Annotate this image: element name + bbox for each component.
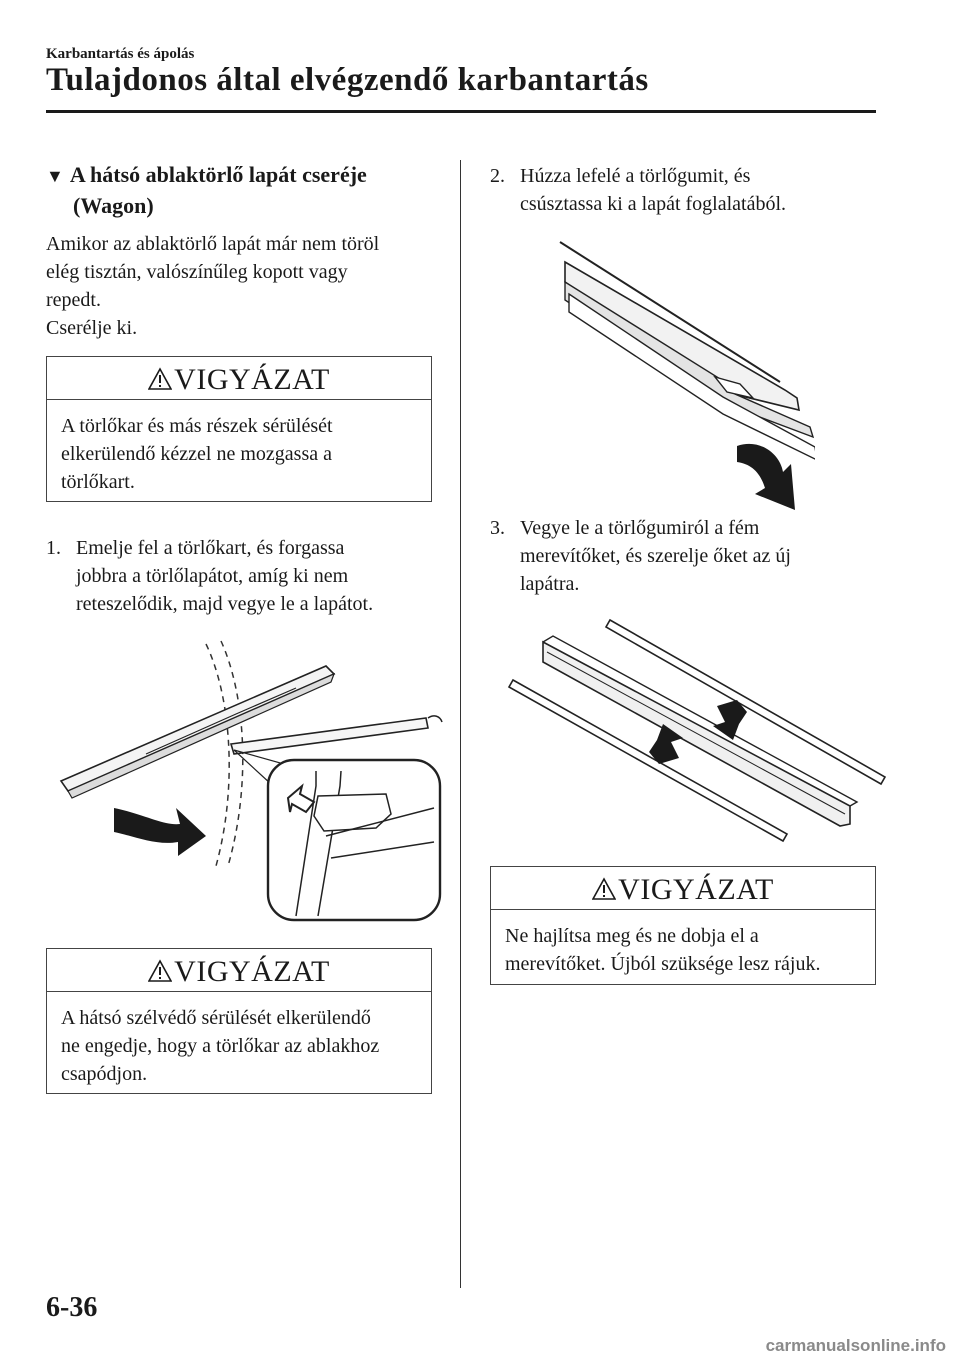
caution-line: elkerülendő kézzel ne mozgassa a: [61, 443, 332, 465]
rubber-strip: [565, 282, 813, 437]
step-2: [490, 162, 890, 218]
step-number: 3.: [490, 517, 505, 539]
caution-heading: [491, 867, 875, 910]
subsection-title-line1: A hátsó ablaktörlő lapát cseréje: [69, 162, 367, 187]
window-edge-dashed: [206, 644, 229, 866]
caution-body: [491, 910, 875, 990]
column-divider: [460, 160, 461, 1288]
insert-arrow-icon: [713, 700, 747, 740]
caution-heading-text: VIGYÁZAT: [174, 363, 330, 396]
caution-box-3: [490, 866, 876, 985]
intro-paragraph: [46, 230, 446, 342]
caution-heading-text: VIGYÁZAT: [618, 873, 774, 906]
section-label: Karbantartás és ápolás: [46, 46, 195, 62]
step-1: [46, 534, 446, 618]
intro-line: Cserélje ki.: [46, 317, 138, 339]
step-line: lapátra.: [520, 573, 580, 595]
step-line: Emelje fel a törlőkart, és forgassa: [76, 537, 345, 559]
caution-box-2: [46, 948, 432, 1094]
caution-line: ne engedje, hogy a törlőkar az ablakhoz: [61, 1035, 380, 1057]
figure-rubber-removal: [555, 232, 815, 512]
caution-line: merevítőket. Újból szüksége lesz rájuk.: [505, 953, 821, 975]
subsection-title-line2: (Wagon): [73, 193, 154, 218]
step-3: [490, 514, 890, 598]
wiper-arm: [231, 718, 428, 754]
pull-down-arrow-icon: [737, 444, 795, 510]
warning-icon: [592, 877, 616, 901]
caution-heading-text: VIGYÁZAT: [174, 955, 330, 988]
triangle-marker-icon: ▼: [46, 166, 64, 186]
page-number: 6-36: [46, 1292, 98, 1323]
caution-line: A törlőkar és más részek sérülését: [61, 415, 333, 437]
caution-heading: [47, 357, 431, 400]
step-number: 1.: [46, 537, 61, 559]
step-line: Vegye le a törlőgumiról a fém: [520, 517, 760, 539]
wiper-rubber-top: [543, 636, 857, 806]
subsection-heading: [46, 160, 446, 221]
blade-body: [565, 262, 799, 410]
rubber-lower: [569, 294, 815, 460]
step-line: reteszelődik, majd vegye le a lapátot.: [76, 593, 374, 615]
title-rule: [46, 110, 876, 113]
caution-line: A hátsó szélvédő sérülését elkerülendő: [61, 1007, 371, 1029]
step-line: Húzza lefelé a törlőgumit, és: [520, 165, 751, 187]
caution-heading: [47, 949, 431, 992]
caution-body: [47, 992, 431, 1100]
warning-icon: [148, 959, 172, 983]
page-title: Tulajdonos által elvégzendő karbantartás: [46, 62, 649, 98]
caution-body: [47, 400, 431, 508]
detail-clip: [314, 794, 391, 831]
intro-line: elég tisztán, valószínűleg kopott vagy: [46, 261, 348, 283]
step-line: jobbra a törlőlapátot, amíg ki nem: [76, 565, 349, 587]
caution-line: Ne hajlítsa meg és ne dobja el a: [505, 925, 759, 947]
caution-line: törlőkart.: [61, 471, 135, 493]
detail-inset: [268, 760, 440, 920]
step-line: merevítőket, és szerelje őket az új: [520, 545, 791, 567]
caution-line: csapódjon.: [61, 1063, 148, 1085]
rotation-arrow-icon: [114, 808, 206, 856]
figure-blade-removal: [56, 636, 446, 926]
step-number: 2.: [490, 165, 505, 187]
intro-line: repedt.: [46, 289, 101, 311]
watermark: carmanualsonline.info: [765, 1336, 946, 1355]
wiper-arm-end: [428, 716, 442, 722]
intro-line: Amikor az ablaktörlő lapát már nem töröl: [46, 233, 380, 255]
figure-reinforcement-install: [505, 612, 890, 844]
step-line: csúsztassa ki a lapát foglalatából.: [520, 193, 787, 215]
warning-icon: [148, 367, 172, 391]
caution-box-1: [46, 356, 432, 502]
